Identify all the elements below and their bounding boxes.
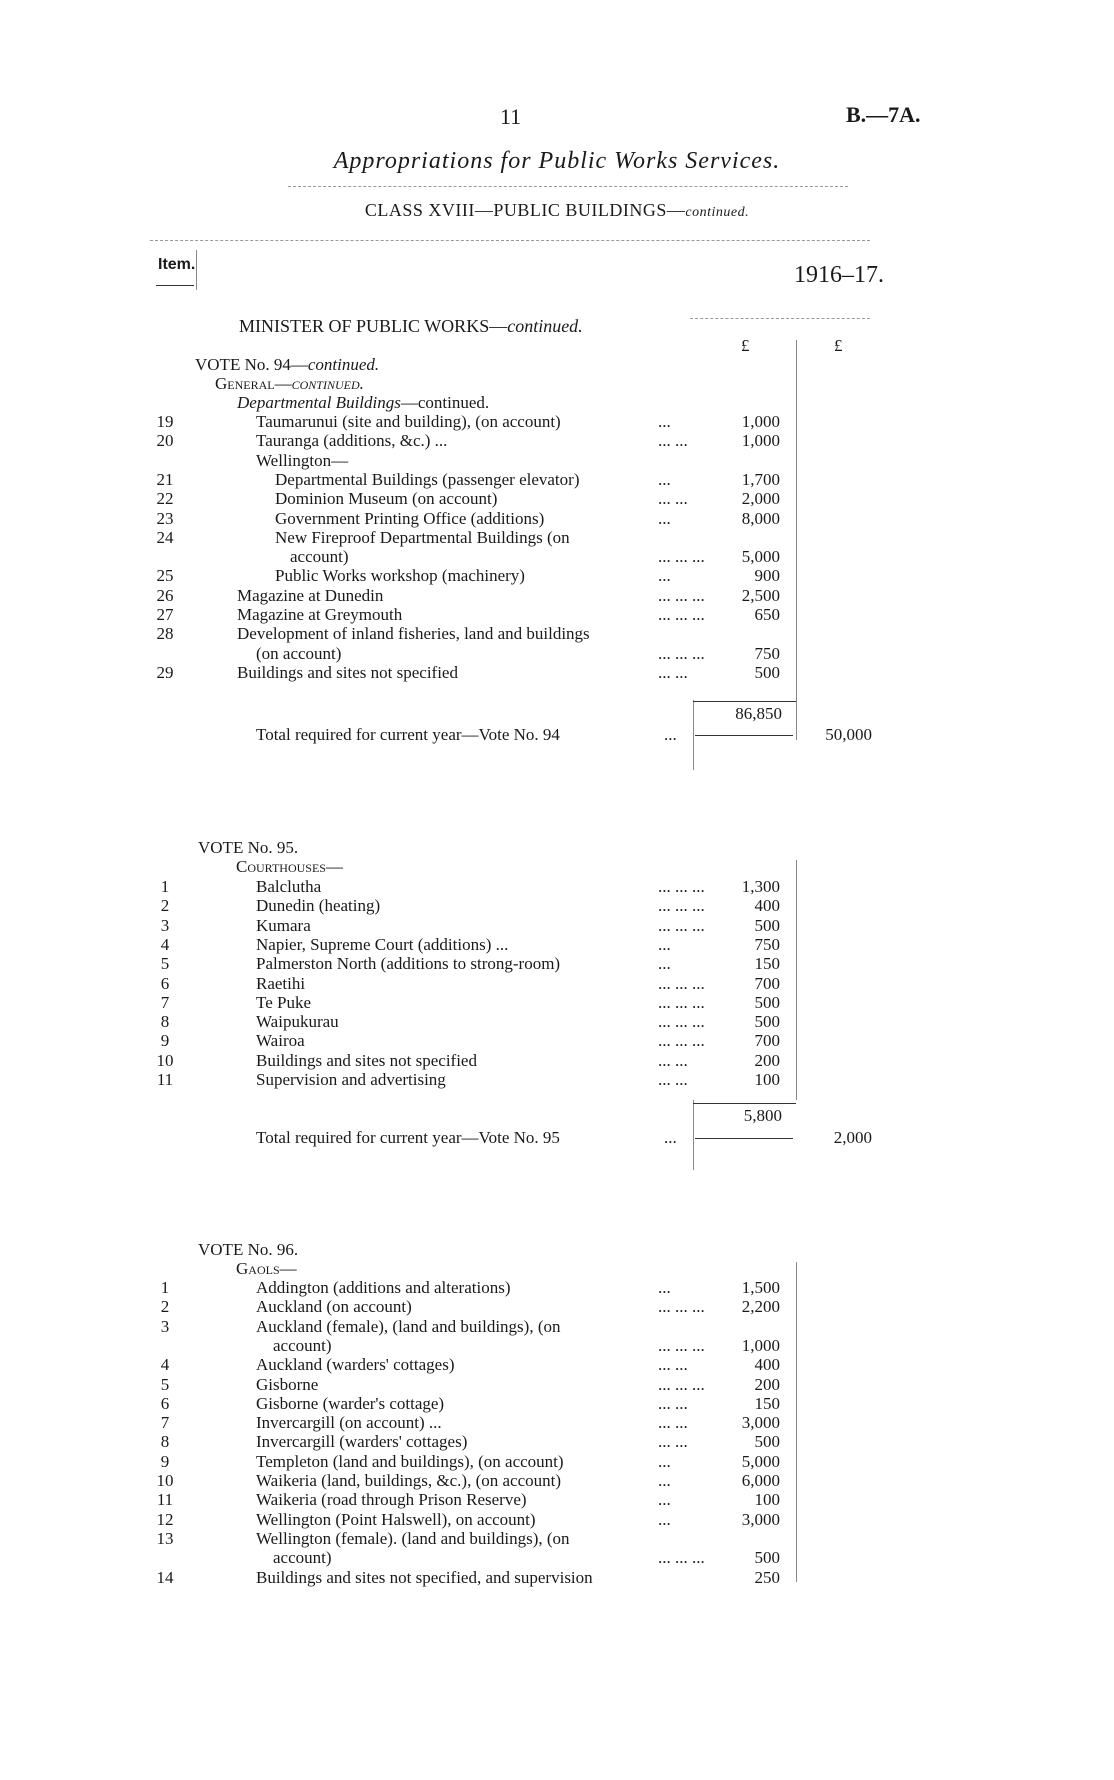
leader-dots: ... ... ...: [658, 547, 705, 567]
table-row: [0, 1070, 1114, 1089]
item-number: 4: [160, 1355, 170, 1375]
table-row: [0, 1568, 1114, 1587]
table-row: [0, 1355, 1114, 1374]
item-description: Buildings and sites not specified, and supervision: [256, 1567, 593, 1587]
item-column-header: Item.: [158, 256, 196, 273]
pound-sign-items: £: [741, 336, 750, 355]
table-row: [0, 1375, 1114, 1394]
item-number: 8: [160, 1432, 170, 1452]
item-amount: 500: [754, 992, 780, 1012]
item-description: Magazine at Dunedin: [237, 585, 384, 605]
general-continued: continued.: [291, 374, 364, 393]
item-amount: 1,500: [741, 1278, 780, 1297]
minister-continued: continued.: [507, 316, 583, 336]
table-row: [0, 974, 1114, 993]
leader-dots: ...: [658, 412, 671, 431]
item-number: 7: [160, 1413, 170, 1433]
minister-heading: [239, 316, 583, 337]
table-row: [0, 605, 1114, 624]
leader-dots: ... ...: [658, 1413, 688, 1433]
item-amount: 500: [754, 915, 780, 935]
item-description: Wairoa: [256, 1031, 305, 1051]
vote-94-label: VOTE No. 94—: [195, 355, 308, 374]
item-number: 3: [160, 915, 170, 935]
item-description: Addington (additions and alterations): [256, 1278, 511, 1297]
item-number: 26: [156, 585, 174, 605]
item-description: Waikeria (road through Prison Reserve): [256, 1490, 527, 1510]
item-amount: 5,000: [741, 1451, 780, 1471]
item-amount: 1,300: [741, 877, 780, 896]
leader-dots: ... ... ...: [658, 973, 705, 993]
vote-95-sum-rule: [693, 1103, 796, 1104]
item-description: account): [290, 547, 349, 567]
leader-dots: ... ...: [658, 1050, 688, 1070]
item-amount: 500: [754, 1012, 780, 1032]
table-row: [0, 1490, 1114, 1509]
document-reference: B.—7A.: [846, 102, 921, 127]
table-row: [0, 624, 1114, 643]
class-continued: continued.: [685, 205, 750, 220]
leader-dots: ... ... ...: [658, 605, 705, 624]
class-label: CLASS XVIII—PUBLIC BUILDINGS—: [364, 200, 686, 220]
item-amount: 1,000: [741, 431, 780, 451]
item-amount: 900: [754, 566, 780, 586]
item-number: 6: [160, 1393, 170, 1413]
table-row: [0, 470, 1114, 489]
leader-dots: ... ... ...: [658, 643, 705, 663]
item-number: 5: [160, 954, 170, 974]
item-description: Gisborne: [256, 1374, 319, 1394]
table-row: [0, 896, 1114, 915]
item-number: 19: [156, 412, 174, 431]
leader-dots: ... ... ...: [658, 915, 705, 935]
item-amount: 700: [754, 973, 780, 993]
vote-95-grand-total: 2,000: [833, 1128, 872, 1147]
vote-94-continued: continued.: [307, 355, 380, 374]
vote-96-heading: VOTE No. 96.: [198, 1240, 299, 1259]
item-amount: 1,000: [741, 412, 780, 431]
item-amount: 200: [754, 1374, 780, 1394]
leader-dots: ... ...: [658, 662, 688, 682]
leader-dots: ... ... ...: [658, 896, 705, 916]
item-number: 25: [156, 566, 174, 586]
item-description: Dominion Museum (on account): [275, 489, 498, 509]
item-amount: 200: [754, 1050, 780, 1070]
vote-94-total-rule: [695, 735, 793, 736]
item-description: Development of inland fisheries, land and buildings: [237, 624, 590, 644]
item-column-rule: [196, 250, 197, 290]
leader-dots: ... ... ...: [658, 1548, 705, 1568]
table-row: [0, 954, 1114, 973]
item-description: account): [273, 1548, 332, 1568]
item-number: 10: [156, 1050, 174, 1070]
class-heading: [0, 200, 1114, 221]
leader-dots: ... ...: [658, 1393, 688, 1413]
item-number: 5: [160, 1374, 170, 1394]
item-number: 3: [160, 1316, 170, 1336]
item-description: Te Puke: [256, 992, 311, 1012]
item-amount: 750: [754, 934, 780, 954]
leader-dots: ...: [658, 1451, 671, 1471]
courthouses-heading: Courthouses—: [236, 857, 343, 876]
item-description: Templeton (land and buildings), (on account): [256, 1451, 564, 1471]
leader-dots: ... ... ...: [658, 1012, 705, 1032]
vote-95-heading: VOTE No. 95.: [198, 838, 299, 857]
dept-label: Departmental Buildings: [237, 393, 401, 412]
item-description: Palmerston North (additions to strong-room): [256, 954, 561, 974]
general-heading: [215, 374, 364, 393]
item-description: Public Works workshop (machinery): [275, 566, 525, 586]
leader-dots: ...: [658, 508, 671, 528]
item-number: 10: [156, 1471, 174, 1490]
item-amount: 500: [754, 1548, 780, 1568]
item-description: Taumarunui (site and building), (on account): [256, 412, 561, 431]
table-row: [0, 877, 1114, 896]
heading-divider: [150, 240, 870, 241]
item-description: Waikeria (land, buildings, &c.), (on account): [256, 1471, 562, 1490]
item-description: account): [273, 1335, 332, 1355]
item-amount: 2,200: [741, 1297, 780, 1317]
table-row: [0, 509, 1114, 528]
leader-dots: ... ...: [658, 1070, 688, 1089]
departmental-buildings-heading: [237, 393, 489, 412]
item-number: 23: [156, 508, 174, 528]
item-amount: 6,000: [741, 1471, 780, 1490]
item-number: 27: [156, 605, 174, 624]
year-header: 1916–17.: [794, 262, 884, 288]
leader-dots: ...: [658, 1490, 671, 1510]
item-description: Invercargill (warders' cottages): [256, 1432, 468, 1452]
item-description: Auckland (warders' cottages): [256, 1355, 455, 1375]
table-row: [0, 1336, 1114, 1355]
leader-dots: ...: [658, 1471, 671, 1490]
table-row: [0, 528, 1114, 547]
leader-dots: ... ... ...: [658, 1335, 705, 1355]
item-number: 14: [156, 1567, 174, 1587]
table-row: [0, 1471, 1114, 1490]
vote-95-total-label: Total required for current year—Vote No. 95: [256, 1128, 560, 1147]
item-number: 2: [160, 896, 170, 916]
item-description: Auckland (on account): [256, 1297, 412, 1317]
item-description: Waipukurau: [256, 1012, 339, 1032]
item-number: 29: [156, 662, 174, 682]
item-number: 4: [160, 934, 170, 954]
item-amount: 1,700: [741, 469, 780, 489]
item-amount: 8,000: [741, 508, 780, 528]
item-amount: 400: [754, 1355, 780, 1375]
item-number: 28: [156, 624, 174, 644]
vote-95-total-rule: [695, 1138, 793, 1139]
table-row: [0, 1529, 1114, 1548]
item-description: Balclutha: [256, 877, 322, 896]
leader-dots: ... ... ...: [658, 1374, 705, 1394]
pound-sign-totals: £: [834, 336, 843, 355]
leader-dots: ...: [658, 954, 671, 974]
table-row: [0, 1317, 1114, 1336]
item-description: Wellington (Point Halswell), on account): [256, 1509, 536, 1529]
table-row: [0, 1031, 1114, 1050]
item-number: 8: [160, 1012, 170, 1032]
leader-dots: ... ...: [658, 1355, 688, 1375]
item-description: Dunedin (heating): [256, 896, 381, 916]
item-description: Napier, Supreme Court (additions) ...: [256, 934, 509, 954]
item-number: 20: [156, 431, 174, 451]
title-divider: [288, 186, 848, 187]
table-row: [0, 1051, 1114, 1070]
minister-label: MINISTER OF PUBLIC WORKS—: [239, 316, 508, 336]
leader-dots: ...: [658, 934, 671, 954]
item-description: Magazine at Greymouth: [237, 605, 403, 624]
vote-94-sum-rule: [693, 701, 796, 702]
table-row: [0, 935, 1114, 954]
table-row: [0, 1432, 1114, 1451]
gaols-heading: Gaols—: [236, 1259, 297, 1278]
item-amount: 100: [754, 1070, 780, 1089]
item-amount: 750: [754, 643, 780, 663]
item-number: 24: [156, 527, 174, 547]
item-amount: 700: [754, 1031, 780, 1051]
table-row: [0, 1297, 1114, 1316]
item-description: Auckland (female), (land and buildings), (on: [256, 1316, 561, 1336]
leader-dots: ...: [658, 566, 671, 586]
table-row: [0, 1413, 1114, 1432]
item-number: 9: [160, 1031, 170, 1051]
leader-dots: ... ...: [658, 1432, 688, 1452]
item-description: Wellington—: [256, 450, 349, 470]
table-row: [0, 1510, 1114, 1529]
item-amount: 400: [754, 896, 780, 916]
year-divider: [690, 318, 870, 319]
table-row: [0, 1548, 1114, 1567]
vote-94-total-dots: ...: [664, 725, 677, 744]
item-description: Raetihi: [256, 973, 306, 993]
item-description: Tauranga (additions, &c.) ...: [256, 431, 448, 451]
item-amount: 5,000: [741, 547, 780, 567]
item-description: Wellington (female). (land and buildings), (on: [256, 1528, 570, 1548]
leader-dots: ... ... ...: [658, 877, 705, 896]
item-number: 13: [156, 1528, 174, 1548]
table-row: [0, 993, 1114, 1012]
dept-continued: —continued.: [400, 393, 490, 412]
item-number: 11: [156, 1070, 174, 1089]
item-amount: 3,000: [741, 1509, 780, 1529]
table-row: [0, 566, 1114, 585]
table-row: [0, 644, 1114, 663]
leader-dots: ...: [658, 1509, 671, 1529]
table-row: [0, 1394, 1114, 1413]
item-amount: 250: [754, 1567, 780, 1587]
leader-dots: ... ... ...: [658, 992, 705, 1012]
item-description: Government Printing Office (additions): [275, 508, 545, 528]
table-row: [0, 1452, 1114, 1471]
item-number: 22: [156, 489, 174, 509]
item-amount: 500: [754, 662, 780, 682]
item-number: 21: [156, 469, 174, 489]
item-description: Buildings and sites not specified: [256, 1050, 477, 1070]
table-row: [0, 1278, 1114, 1297]
leader-dots: ... ...: [658, 431, 688, 451]
table-row: [0, 431, 1114, 450]
item-amount: 2,000: [741, 489, 780, 509]
table-row: [0, 412, 1114, 431]
item-number: 12: [156, 1509, 174, 1529]
item-amount: 500: [754, 1432, 780, 1452]
item-description: Invercargill (on account) ...: [256, 1413, 442, 1433]
table-row: [0, 451, 1114, 470]
item-description: Supervision and advertising: [256, 1070, 446, 1089]
table-row: [0, 586, 1114, 605]
item-description: Gisborne (warder's cottage): [256, 1393, 445, 1413]
table-row: [0, 916, 1114, 935]
item-amount: 2,500: [741, 585, 780, 605]
item-amount: 100: [754, 1490, 780, 1510]
item-amount: 650: [754, 605, 780, 624]
table-row: [0, 547, 1114, 566]
item-underline: [156, 285, 194, 286]
vote-95-total-dots: ...: [664, 1128, 677, 1147]
vote-94-grand-total: 50,000: [825, 725, 872, 744]
item-number: 1: [160, 1278, 170, 1297]
item-description: (on account): [256, 643, 342, 663]
leader-dots: ... ... ...: [658, 1031, 705, 1051]
leader-dots: ...: [658, 469, 671, 489]
item-amount: 3,000: [741, 1413, 780, 1433]
item-number: 7: [160, 992, 170, 1012]
vote-94-total-label: Total required for current year—Vote No. 94: [256, 725, 560, 744]
page-number: 11: [500, 104, 522, 129]
general-label: General—: [215, 374, 292, 393]
item-description: Kumara: [256, 915, 311, 935]
leader-dots: ... ... ...: [658, 1297, 705, 1317]
leader-dots: ...: [658, 1278, 671, 1297]
leader-dots: ... ...: [658, 489, 688, 509]
item-description: Departmental Buildings (passenger elevator): [275, 469, 580, 489]
item-number: 2: [160, 1297, 170, 1317]
vote-95-subtotal: 5,800: [743, 1106, 782, 1125]
item-number: 9: [160, 1451, 170, 1471]
item-number: 1: [160, 877, 170, 896]
page-title: Appropriations for Public Works Services.: [333, 148, 781, 174]
item-description: New Fireproof Departmental Buildings (on: [275, 527, 570, 547]
item-amount: 150: [754, 954, 780, 974]
vote-94-heading: [195, 355, 379, 374]
table-row: [0, 1012, 1114, 1031]
item-amount: 150: [754, 1393, 780, 1413]
table-row: [0, 489, 1114, 508]
table-row: [0, 663, 1114, 682]
vote-94-subtotal: 86,850: [735, 704, 782, 723]
item-amount: 1,000: [741, 1335, 780, 1355]
leader-dots: ... ... ...: [658, 585, 705, 605]
item-number: 6: [160, 973, 170, 993]
item-number: 11: [156, 1490, 174, 1510]
item-description: Buildings and sites not specified: [237, 662, 458, 682]
